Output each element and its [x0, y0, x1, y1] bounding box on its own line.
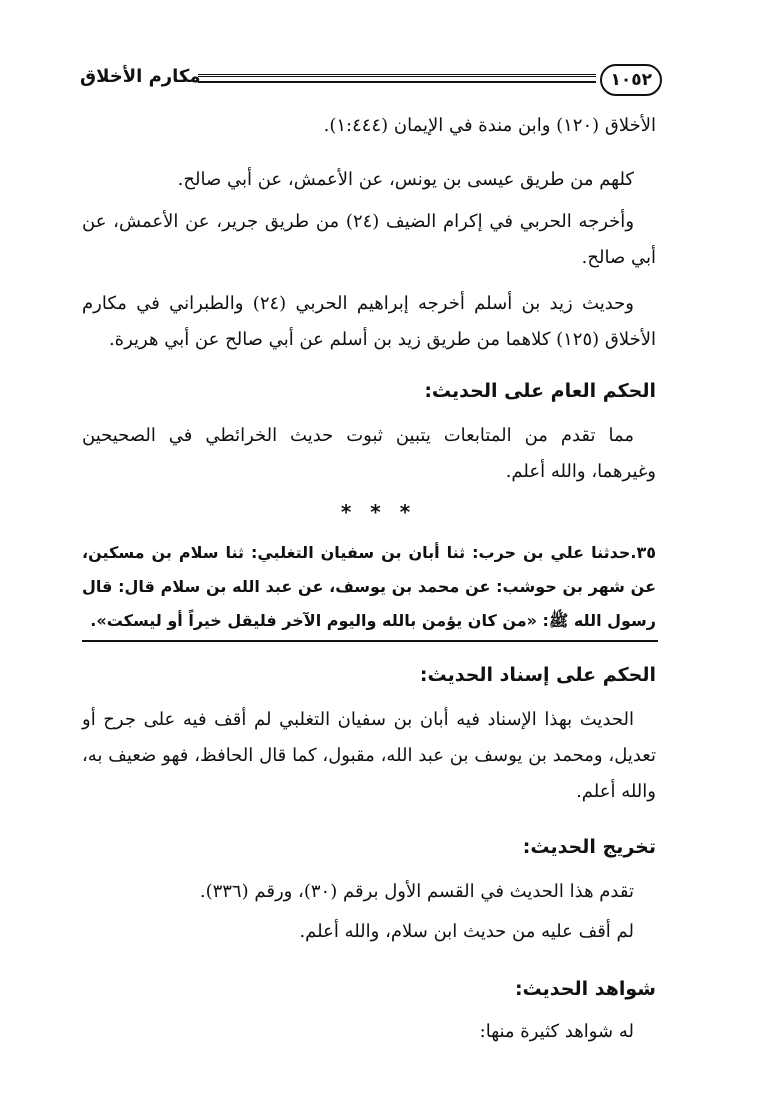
header-rule-single — [198, 81, 596, 83]
paragraph-shawahid: له شواهد كثيرة منها: — [479, 1021, 634, 1042]
heading-isnad-ruling: الحكم على إسناد الحديث: — [419, 664, 656, 686]
header-rule-double — [198, 74, 596, 77]
hadith-text: ٣٥.حدثنا علي بن حرب: ثنا أبان بن سفيان التغلبي: ثنا سلام بن مسكين، عن شهر بن حوشب: عن محمد بن يوسف، عن عبد الله بن سلام قال: قال رسول الله ﷺ: «من كان يؤمن بالله واليوم الآخر فليقل خيراً أو ليسكت». — [82, 543, 656, 630]
header-rule — [198, 74, 596, 86]
heading-general-ruling: الحكم العام على الحديث: — [424, 380, 656, 402]
heading-shawahid: شواهد الحديث: — [514, 978, 656, 1000]
page-number: ١٠٥٢ — [600, 64, 662, 96]
paragraph-general-ruling: مما تقدم من المتابعات يتبين ثبوت حديث الخرائطي في الصحيحين وغيرهما، والله أعلم. — [82, 425, 656, 482]
page-header — [80, 64, 662, 98]
paragraph-zayd: وحديث زيد بن أسلم أخرجه إبراهيم الحربي (٢٤) والطبراني في مكارم الأخلاق (١٢٥) كلاهما من طريق زيد بن أسلم عن أبي صالح عن أبي هريرة. — [82, 293, 656, 350]
section-separator: * * * — [340, 500, 417, 524]
book-title: مكارم الأخلاق — [80, 66, 201, 87]
heading-takhrij: تخريج الحديث: — [522, 836, 656, 858]
paragraph-takhrij-1: تقدم هذا الحديث في القسم الأول برقم (٣٠)، ورقم (٣٣٦). — [199, 881, 634, 902]
paragraph-chain: كلهم من طريق عيسى بن يونس، عن الأعمش، عن أبي صالح. — [177, 169, 634, 190]
paragraph-harbi: وأخرجه الحربي في إكرام الضيف (٢٤) من طريق جرير، عن الأعمش، عن أبي صالح. — [82, 211, 656, 268]
paragraph-takhrij-2: لم أقف عليه من حديث ابن سلام، والله أعلم. — [299, 921, 634, 942]
paragraph-isnad-ruling: الحديث بهذا الإسناد فيه أبان بن سفيان التغلبي لم أقف فيه على جرح أو تعديل، ومحمد بن يوسف بن عبد الله، مقبول، كما قال الحافظ، فهو ضعيف به، والله أعلم. — [82, 709, 656, 802]
paragraph-continuation: الأخلاق (١٢٠) وابن مندة في الإيمان (١:٤٤٤). — [323, 115, 656, 136]
divider — [82, 640, 658, 642]
